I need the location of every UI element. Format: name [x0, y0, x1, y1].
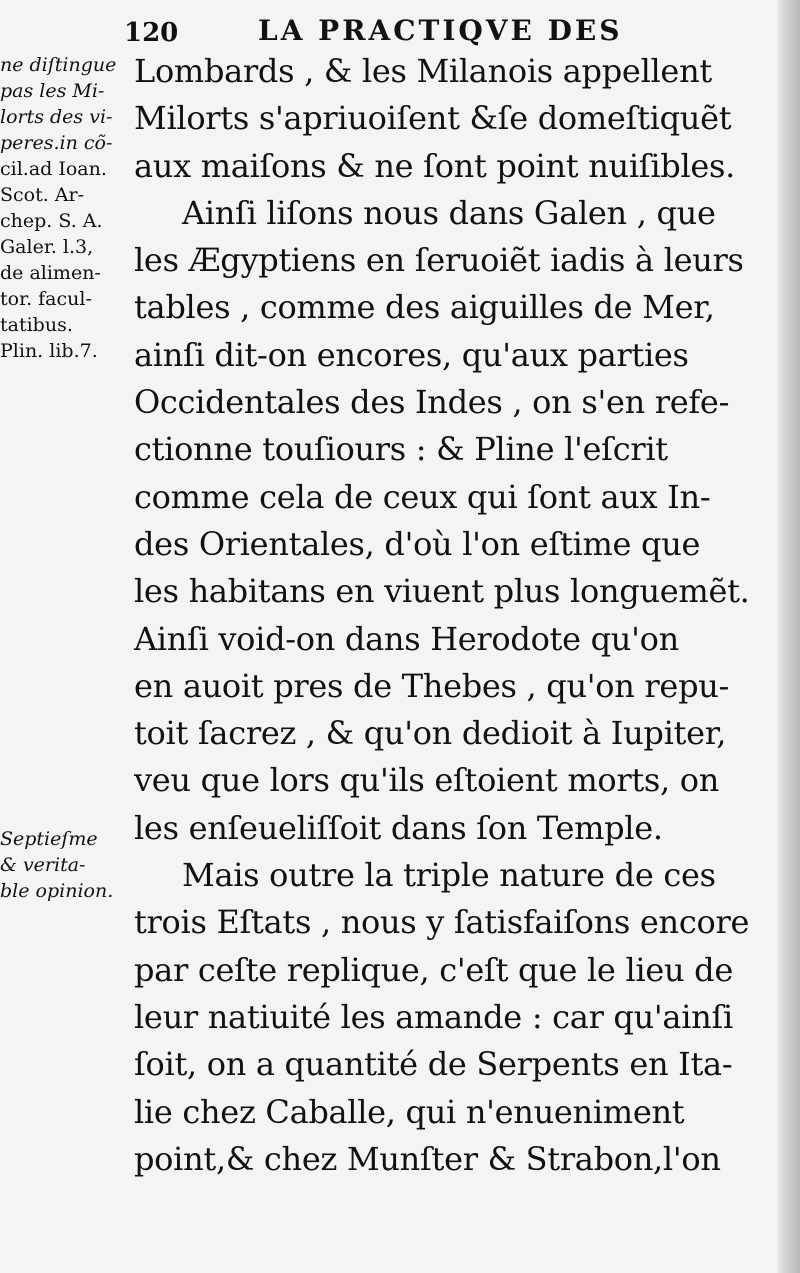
margin-note-line: ne diſtingue: [0, 54, 117, 76]
page-edge: [778, 0, 800, 1273]
text-line: Ainſi void-on dans Herodote qu'on: [134, 619, 679, 658]
text-line: Occidentales des Indes , on s'en refe-: [134, 383, 730, 422]
margin-note-line: chep. S. A.: [0, 210, 103, 232]
margin-note-line: & verita-: [0, 854, 86, 876]
margin-note-line: de alimen-: [0, 262, 101, 284]
text-line: trois Eſtats , nous y ſatisfaiſons encore: [134, 903, 750, 942]
margin-note-line: Scot. Ar-: [0, 184, 85, 206]
margin-note-line: tatibus.: [0, 314, 73, 336]
text-line: des Orientales, d'où l'on eſtime que: [134, 524, 701, 563]
text-line: Milorts s'apriuoiſent &ſe domeſtiquẽt: [134, 99, 732, 138]
margin-note-line: peres.in cõ-: [0, 132, 113, 154]
page-number: 120: [124, 18, 179, 48]
text-line: par ceſte replique, c'eſt que le lieu de: [134, 950, 733, 989]
margin-note-2: [0, 826, 135, 904]
text-line: ainſi dit-on encores, qu'aux parties: [134, 335, 689, 374]
text-line: point,& chez Munſter & Strabon,l'on: [134, 1139, 721, 1178]
running-head: [0, 8, 800, 48]
text-line: veu que lors qu'ils eſtoient morts, on: [134, 761, 720, 800]
text-line: tables , comme des aiguilles de Mer,: [134, 288, 715, 327]
text-line: ctionne touſiours : & Pline l'eſcrit: [134, 430, 668, 469]
margin-note-line: ble opinion.: [0, 880, 114, 902]
margin-note-line: cil.ad Ioan.: [0, 158, 107, 180]
text-line: les enſeueliſſoit dans ſon Temple.: [134, 808, 663, 847]
text-line: aux maiſons & ne ſont point nuiſibles.: [134, 146, 736, 185]
text-line: leur natiuité les amande : car qu'ainſi: [134, 997, 733, 1036]
text-line: comme cela de ceux qui ſont aux In-: [134, 477, 711, 516]
margin-note-line: tor. facul-: [0, 288, 92, 310]
margin-note-1: [0, 52, 135, 364]
text-line: lie chez Caballe, qui n'enueniment: [134, 1092, 685, 1131]
text-line: Lombards , & les Milanois appellent: [134, 52, 712, 90]
running-title: LA PRACTIQVE DES: [258, 14, 623, 47]
margin-note-line: Plin. lib.7.: [0, 340, 98, 362]
margin-note-line: Septieſme: [0, 828, 98, 850]
text-line: ſoit, on a quantité de Serpents en Ita-: [134, 1045, 733, 1084]
text-line: les habitans en viuent plus longuemẽt.: [134, 572, 750, 611]
margin-note-line: lorts des vi-: [0, 106, 113, 128]
text-line: les Ægyptiens en ſeruoiẽt iadis à leurs: [134, 241, 744, 280]
margin-note-line: Galer. l.3,: [0, 236, 94, 258]
text-line: en auoit pres de Thebes , qu'on repu-: [134, 666, 730, 705]
text-line: toit ſacrez , & qu'on dedioit à Iupiter,: [134, 714, 727, 753]
text-line: Ainſi liſons nous dans Galen , que: [182, 193, 716, 232]
body-text: [134, 48, 774, 1183]
margin-note-line: pas les Mi-: [0, 80, 105, 102]
text-line: Mais outre la triple nature de ces: [182, 856, 716, 895]
